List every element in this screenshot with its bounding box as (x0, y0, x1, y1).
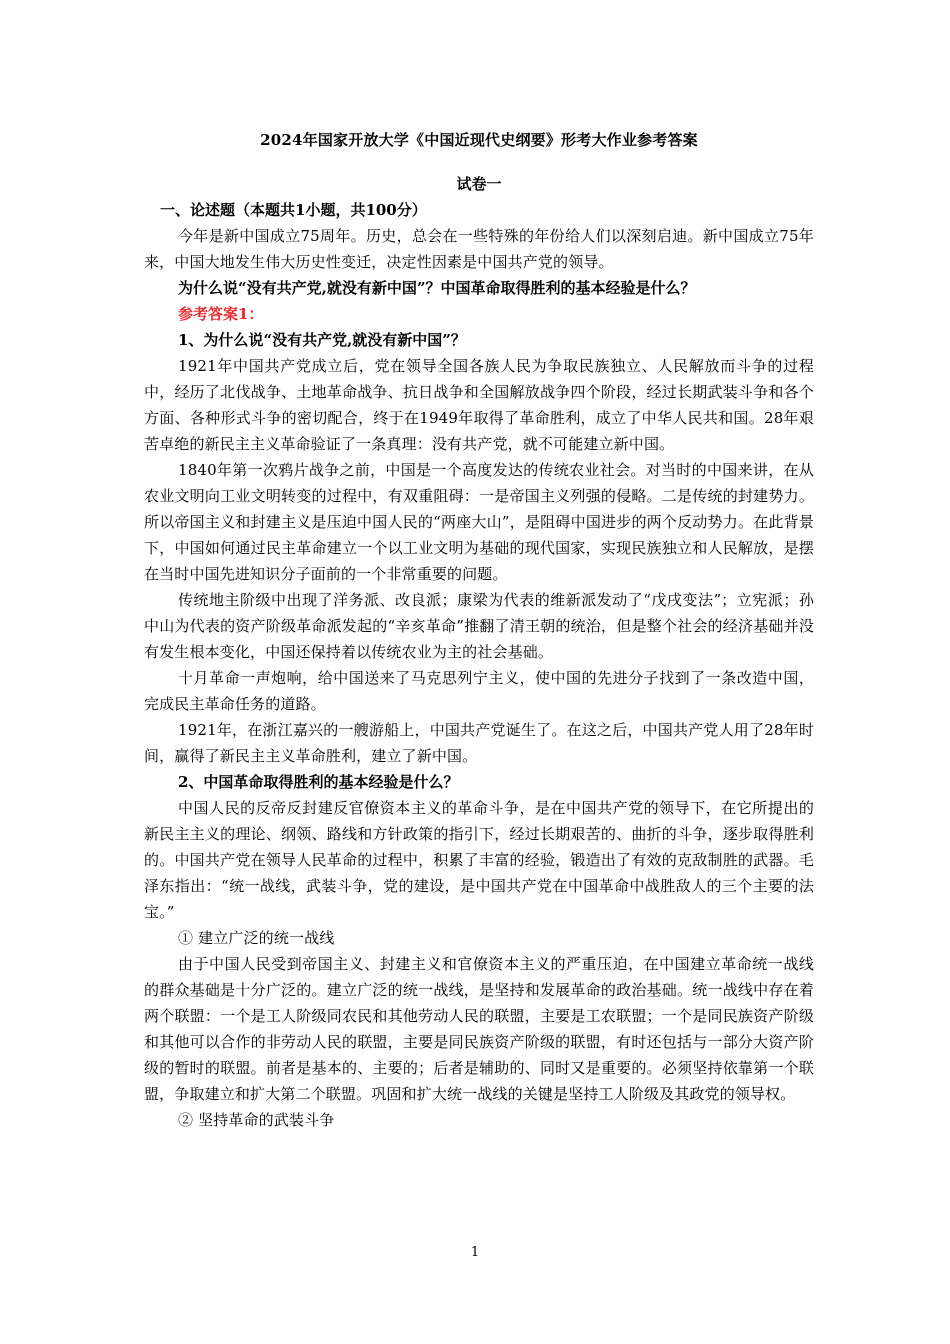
point1-title: ① 建立广泛的统一战线 (178, 929, 335, 947)
q2-intro-paragraph: 中国人民的反帝反封建反官僚资本主义的革命斗争，是在中国共产党的领导下，在它所提出的新民主主义的理论、纲领、路线和方针政策的指引下，经过长期艰苦的、曲折的斗争，逐步取得胜利的。中国共产党在领导人民革命的过程中，积累了丰富的经验，锻造出了有效的克敌制胜的武器。毛泽东指出：“统一战线，武装斗争，党的建设，是中国共产党在中国革命中战胜敌人的三个主要的法宝。” (144, 799, 814, 921)
document-body (144, 123, 814, 1133)
q1-paragraph-5: 1921年，在浙江嘉兴的一艘游船上，中国共产党诞生了。在这之后，中国共产党人用了28年时间，赢得了新民主主义革命胜利，建立了新中国。 (144, 721, 814, 765)
document-title: 2024年国家开放大学《中国近现代史纲要》形考大作业参考答案 (260, 131, 698, 149)
page-number: 1 (470, 1245, 480, 1260)
paper-title: 试卷一 (456, 175, 502, 193)
q2-heading: 2、中国革命取得胜利的基本经验是什么？ (178, 773, 459, 791)
q1-paragraph-3: 传统地主阶级中出现了洋务派、改良派；康梁为代表的维新派发动了“戊戌变法”；立宪派；孙中山为代表的资产阶级革命派发起的“辛亥革命”推翻了清王朝的统治，但是整个社会的经济基础并没有发生根本变化，中国还保持着以传统农业为主的社会基础。 (144, 591, 814, 661)
section-heading: 一、论述题（本题共1小题，共100分） (160, 201, 427, 219)
question-text: 为什么说“没有共产党,就没有新中国”？中国革命取得胜利的基本经验是什么？ (178, 279, 696, 297)
intro-paragraph: 今年是新中国成立75周年。历史，总会在一些特殊的年份给人们以深刻启迪。新中国成立75年来，中国大地发生伟大历史性变迁，决定性因素是中国共产党的领导。 (144, 227, 814, 271)
point2-title: ② 坚持革命的武装斗争 (178, 1111, 335, 1129)
point1-paragraph: 由于中国人民受到帝国主义、封建主义和官僚资本主义的严重压迫，在中国建立革命统一战线的群众基础是十分广泛的。建立广泛的统一战线，是坚持和发展革命的政治基础。统一战线中存在着两个联盟：一个是工人阶级同农民和其他劳动人民的联盟，主要是工农联盟；一个是同民族资产阶级和其他可以合作的非劳动人民的联盟，主要是同民族资产阶级的联盟，有时还包括与一部分大资产阶级的暂时的联盟。前者是基本的、主要的；后者是辅助的、同时又是重要的。必须坚持依靠第一个联盟，争取建立和扩大第二个联盟。巩固和扩大统一战线的关键是坚持工人阶级及其政党的领导权。 (144, 955, 814, 1103)
q1-paragraph-1: 1921年中国共产党成立后，党在领导全国各族人民为争取民族独立、人民解放而斗争的过程中，经历了北伐战争、土地革命战争、抗日战争和全国解放战争四个阶段，经过长期武装斗争和各个方面、各种形式斗争的密切配合，终于在1949年取得了革命胜利，成立了中华人民共和国。28年艰苦卓绝的新民主主义革命验证了一条真理：没有共产党，就不可能建立新中国。 (144, 357, 814, 453)
q1-paragraph-2: 1840年第一次鸦片战争之前，中国是一个高度发达的传统农业社会。对当时的中国来讲，在从农业文明向工业文明转变的过程中，有双重阻碍：一是帝国主义列强的侵略。二是传统的封建势力。所以帝国主义和封建主义是压迫中国人民的“两座大山”，是阻碍中国进步的两个反动势力。在此背景下，中国如何通过民主革命建立一个以工业文明为基础的现代国家，实现民族独立和人民解放，是摆在当时中国先进知识分子面前的一个非常重要的问题。 (144, 461, 814, 583)
q1-paragraph-4: 十月革命一声炮响，给中国送来了马克思列宁主义，使中国的先进分子找到了一条改造中国，完成民主革命任务的道路。 (144, 669, 814, 713)
q1-heading: 1、为什么说“没有共产党,就没有新中国”？ (178, 331, 466, 349)
answer-label: 参考答案1： (178, 305, 264, 323)
